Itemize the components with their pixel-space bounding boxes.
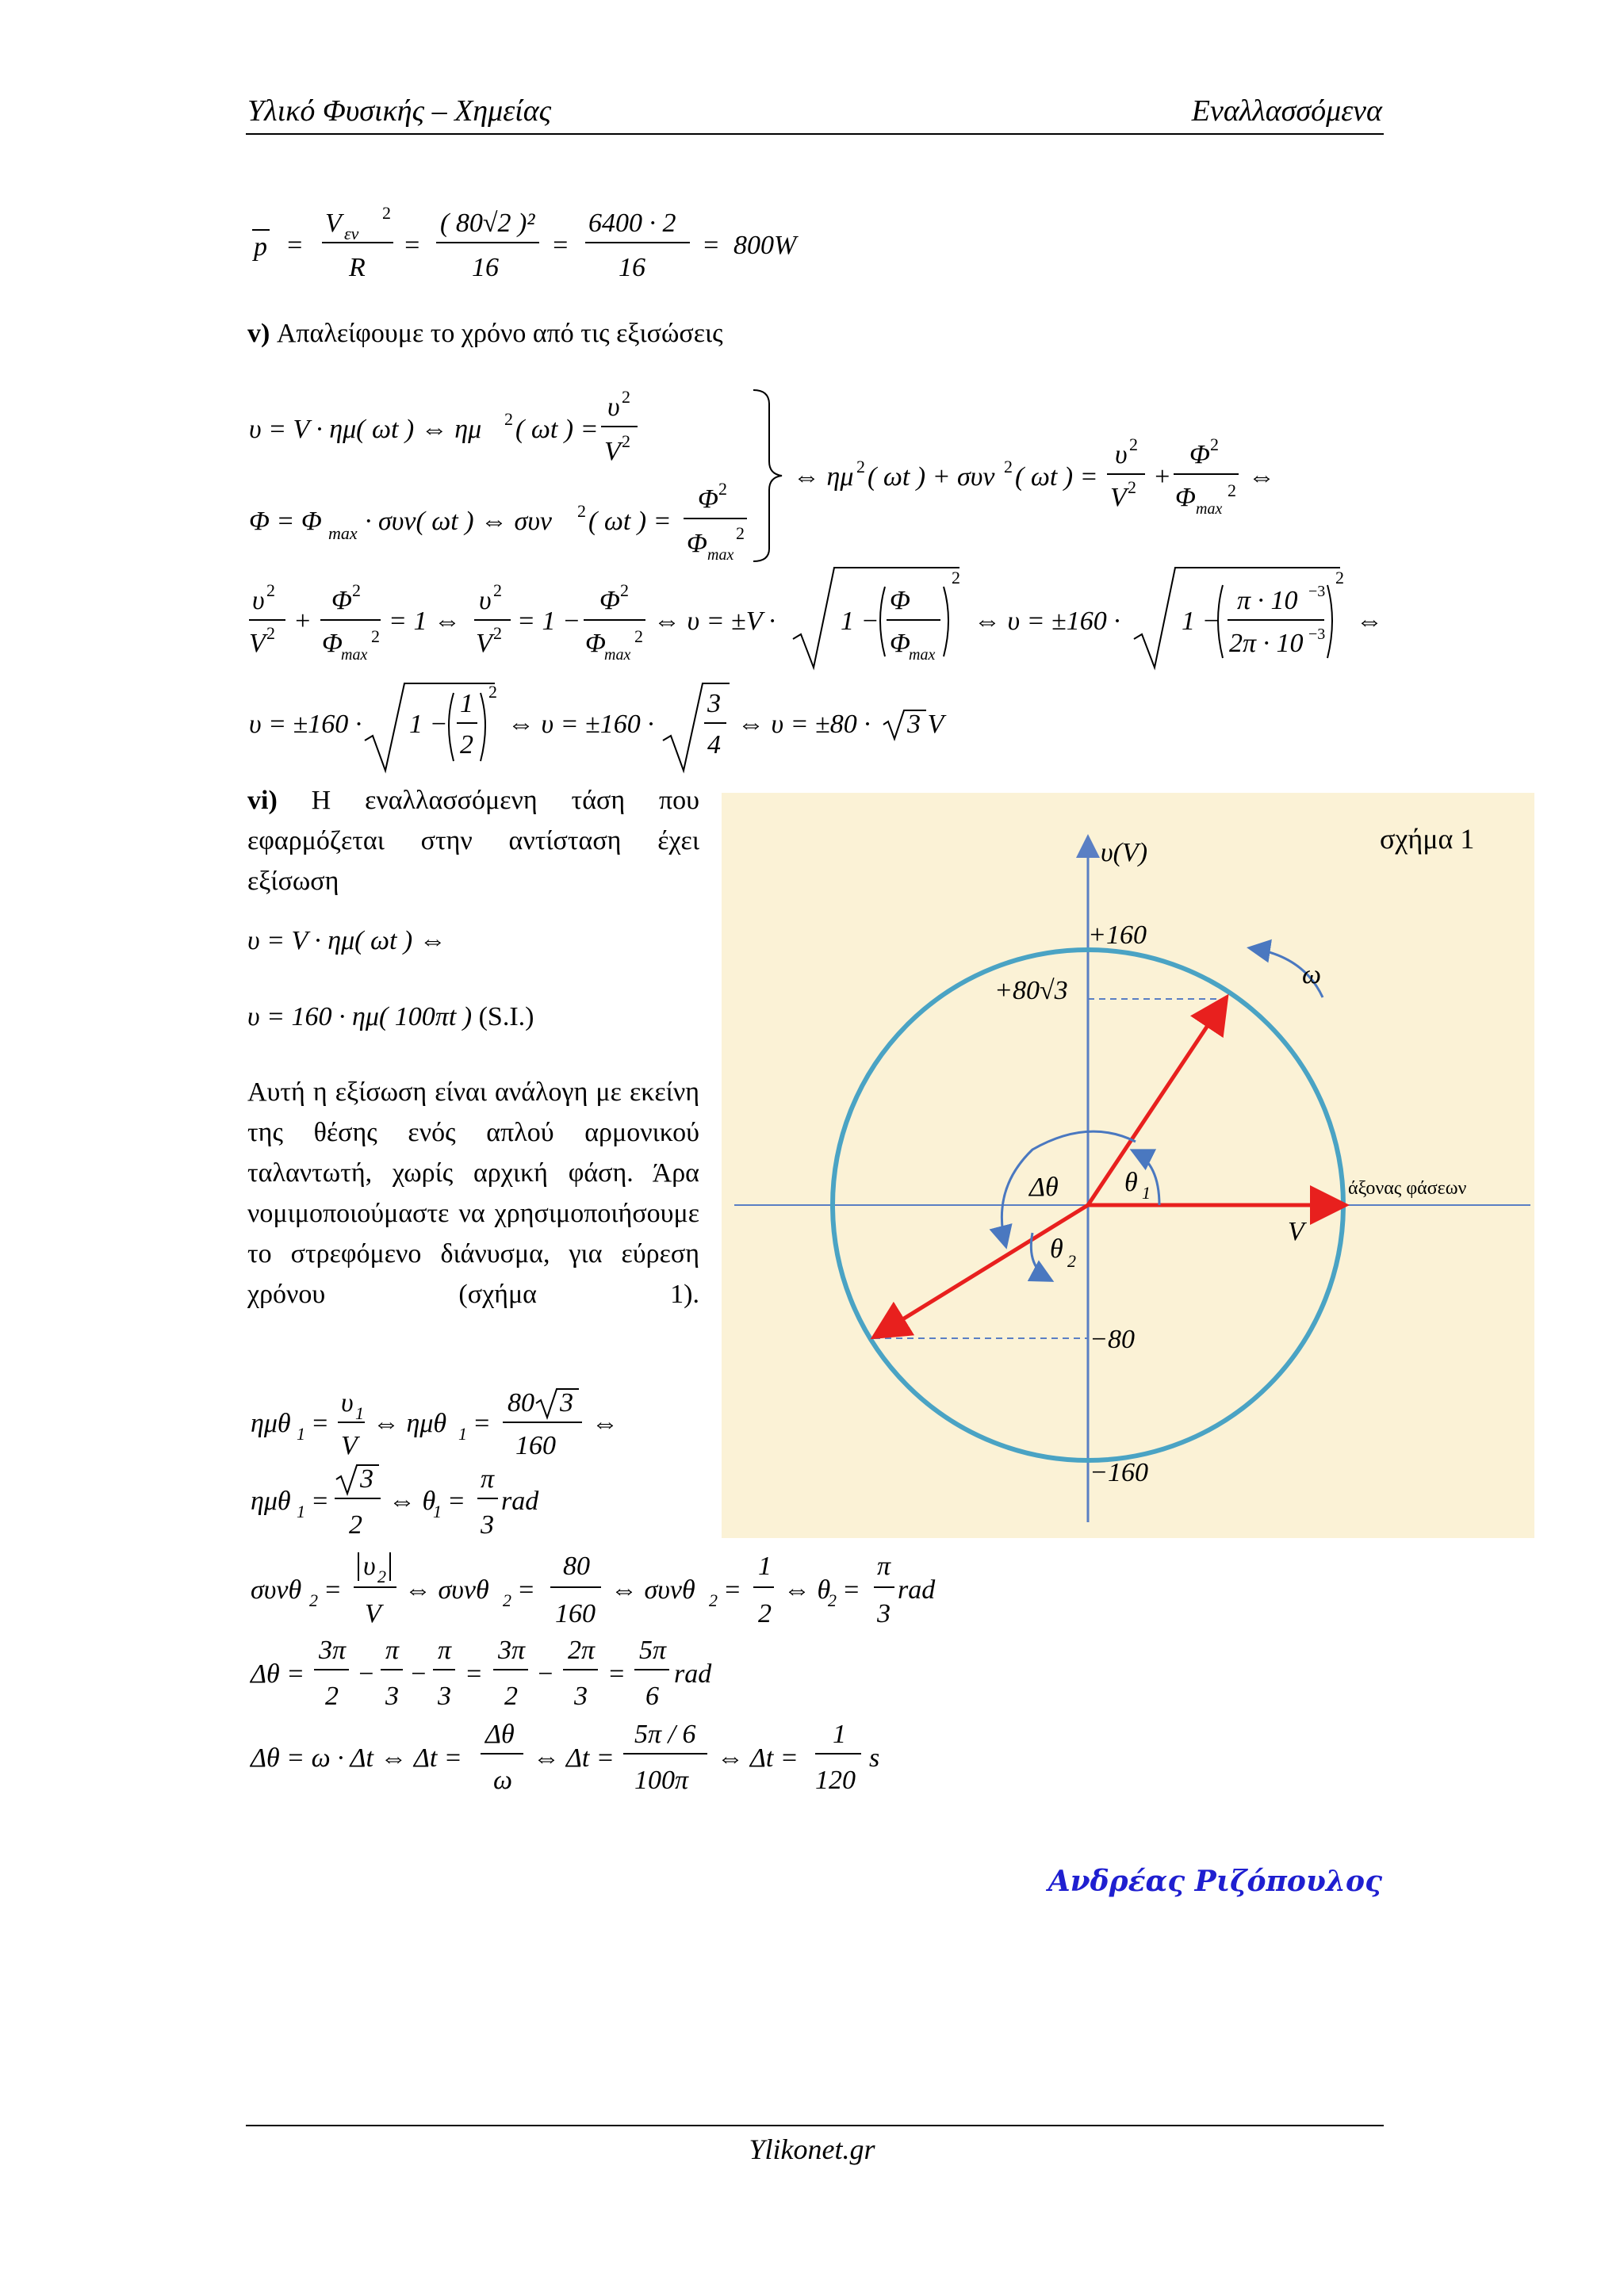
svg-text:80: 80 (508, 1388, 534, 1418)
svg-text:Φ: Φ (890, 629, 910, 658)
part-vi-intro-text: Η εναλλασσόμενη τάση που εφαρμόζεται στην αντίσταση έχει εξίσωση (247, 786, 699, 896)
svg-text:2: 2 (709, 1590, 718, 1610)
svg-text:max: max (1196, 500, 1223, 518)
svg-text:( ωt ) + συν: ( ωt ) + συν (868, 462, 995, 492)
svg-text:( ωt ) =: ( ωt ) = (588, 507, 672, 536)
svg-text:2: 2 (382, 203, 391, 223)
svg-text:υ: υ (341, 1388, 354, 1418)
part-v-text: Απαλείφουμε το χρόνο από τις εξισώσεις (270, 319, 723, 348)
svg-text:Φ: Φ (331, 586, 352, 615)
svg-text:2: 2 (1129, 434, 1138, 454)
svg-text:2: 2 (856, 457, 865, 476)
svg-text:160: 160 (515, 1431, 556, 1460)
svg-text:2: 2 (1128, 477, 1136, 497)
svg-text:π: π (877, 1552, 891, 1581)
voltage-equation-specific (247, 997, 534, 1037)
svg-text:2: 2 (503, 1590, 511, 1610)
svg-text:+: + (1153, 462, 1171, 492)
svg-text:=: = (842, 1575, 860, 1605)
svg-text:V: V (1110, 483, 1127, 512)
svg-text:Φ: Φ (585, 629, 606, 658)
svg-text:π · 10: π · 10 (1237, 586, 1298, 615)
svg-text:=: = (311, 1409, 329, 1438)
svg-text:υ: υ (479, 586, 492, 615)
svg-text:2: 2 (718, 479, 727, 499)
svg-text:1: 1 (433, 1502, 442, 1521)
part-vi-label: vi) (247, 786, 278, 815)
svg-text:2: 2 (620, 580, 629, 600)
svg-text:⇔: ⇔ (1356, 607, 1383, 636)
svg-text:−3: −3 (1308, 626, 1326, 643)
svg-text:−: − (536, 1659, 554, 1689)
svg-text:=: = (551, 231, 569, 260)
y-axis-label: υ(V) (1101, 838, 1148, 867)
svg-text:⇔ συνθ: ⇔ συνθ (404, 1575, 489, 1605)
theta2-label: θ (1050, 1234, 1063, 1264)
svg-text:1: 1 (460, 689, 473, 718)
svg-text:3: 3 (560, 1388, 573, 1418)
svg-text:2: 2 (1335, 568, 1344, 587)
svg-text:2: 2 (952, 568, 960, 587)
svg-text:160: 160 (555, 1599, 596, 1628)
svg-text:( ωt ) =: ( ωt ) = (1015, 462, 1098, 492)
svg-text:⇔ Δt =: ⇔ Δt = (533, 1743, 615, 1773)
svg-text:2: 2 (828, 1590, 837, 1610)
part-v-label: v) (247, 319, 270, 348)
svg-text:1: 1 (355, 1403, 364, 1423)
svg-text:Φ: Φ (687, 529, 707, 558)
svg-text:ημθ: ημθ (251, 1409, 291, 1438)
svg-text:−: − (409, 1659, 427, 1689)
velocity-solution-line1 (246, 563, 1388, 674)
header-topic: Εναλλασσόμενα (1191, 94, 1382, 128)
svg-text:υ = V · ημ( ωt ) ⇔ ημ: υ = V · ημ( ωt ) ⇔ ημ (249, 415, 482, 444)
svg-text:−3: −3 (1308, 583, 1326, 600)
svg-text:3: 3 (438, 1682, 451, 1711)
V-label: V (1288, 1217, 1304, 1246)
svg-text:υ: υ (363, 1552, 376, 1581)
svg-text:2: 2 (325, 1682, 339, 1711)
svg-text:Φ: Φ (599, 586, 620, 615)
svg-text:2: 2 (352, 580, 361, 600)
svg-text:=: = (702, 231, 720, 260)
svg-text:5π: 5π (639, 1636, 667, 1665)
svg-text:2: 2 (622, 431, 630, 451)
svg-text:6: 6 (645, 1682, 659, 1711)
svg-text:V: V (365, 1599, 381, 1628)
velocity-solution-line2 (246, 675, 1388, 779)
veff-symbol: V (325, 209, 342, 238)
svg-text:2: 2 (634, 626, 643, 646)
svg-text:120: 120 (815, 1766, 856, 1795)
svg-text:V: V (476, 629, 492, 658)
svg-text:3π: 3π (498, 1636, 526, 1665)
author-signature: Ανδρέας Ριζόπουλος (1048, 1865, 1382, 1898)
svg-text:π: π (385, 1636, 400, 1665)
svg-text:υ: υ (252, 586, 265, 615)
svg-text:συνθ: συνθ (251, 1575, 302, 1605)
svg-text:2: 2 (758, 1599, 772, 1628)
svg-text:max: max (341, 646, 368, 664)
svg-text:2: 2 (488, 682, 497, 702)
svg-text:2: 2 (493, 623, 502, 643)
svg-text:⇔: ⇔ (592, 1409, 619, 1438)
svg-text:= 1 ⇔: = 1 ⇔ (389, 607, 461, 636)
svg-text:4: 4 (707, 730, 721, 760)
svg-text:3: 3 (360, 1464, 373, 1494)
tick-plus160: +160 (1088, 920, 1147, 950)
svg-text:max: max (604, 646, 631, 664)
power-lhs: p (254, 232, 267, 262)
svg-text:2: 2 (504, 409, 513, 429)
svg-text:=: = (285, 231, 304, 260)
svg-text:⇔ Δt =: ⇔ Δt = (717, 1743, 799, 1773)
part-vi-intro (247, 780, 699, 901)
svg-text:3: 3 (385, 1682, 399, 1711)
svg-text:1: 1 (297, 1424, 305, 1444)
tick-plus80root3: +80√3 (994, 976, 1068, 1005)
svg-text:V: V (604, 437, 621, 466)
svg-text:rad: rad (501, 1487, 539, 1516)
tick-minus80: −80 (1090, 1325, 1135, 1354)
voltage-equation-specific-expr: υ = 160 · ημ( 100πt ) (247, 1002, 473, 1031)
svg-text:+: + (293, 607, 312, 636)
svg-text:2π: 2π (568, 1636, 596, 1665)
svg-text:2: 2 (736, 523, 745, 543)
si-units: (S.I.) (478, 1002, 534, 1031)
svg-text:Φ = Φ: Φ = Φ (249, 507, 322, 536)
svg-text:2: 2 (493, 580, 502, 600)
svg-text:⇔ υ = ±V ·: ⇔ υ = ±V · (653, 607, 776, 636)
svg-text:Δθ: Δθ (485, 1720, 515, 1749)
svg-text:rad: rad (898, 1575, 936, 1605)
svg-text:1: 1 (758, 1552, 772, 1581)
svg-text:2: 2 (577, 501, 586, 521)
svg-text:=: = (403, 231, 421, 260)
svg-text:⇔ ημθ: ⇔ ημθ (373, 1409, 447, 1438)
svg-text:2: 2 (622, 387, 630, 407)
part-v-heading (247, 314, 723, 354)
svg-text:3 V: 3 V (907, 710, 944, 739)
power-num3: 6400 · 2 (588, 209, 676, 238)
svg-text:⇔ θ: ⇔ θ (389, 1487, 436, 1516)
svg-text:2: 2 (504, 1682, 518, 1711)
svg-text:2: 2 (1210, 434, 1219, 454)
svg-text:V: V (249, 629, 266, 658)
svg-text:Δθ = ω · Δt ⇔ Δt =: Δθ = ω · Δt ⇔ Δt = (251, 1743, 462, 1773)
svg-text:1: 1 (458, 1424, 467, 1444)
svg-text:1 −: 1 − (841, 607, 879, 636)
svg-text:⇔ ημ: ⇔ ημ (793, 462, 854, 492)
resistance-symbol: R (349, 253, 366, 282)
svg-text:2: 2 (309, 1590, 318, 1610)
svg-text:max: max (707, 546, 734, 564)
svg-text:ημθ: ημθ (251, 1487, 291, 1516)
svg-text:max: max (328, 523, 358, 543)
svg-text:2: 2 (460, 730, 473, 760)
voltage-equation-general: υ = V · ημ( ωt ) ⇔ (247, 926, 446, 955)
svg-text:υ: υ (607, 392, 620, 422)
svg-text:max: max (909, 646, 936, 664)
tick-minus160: −160 (1090, 1458, 1148, 1487)
svg-text:Φ: Φ (322, 629, 343, 658)
svg-text:⇔ συνθ: ⇔ συνθ (611, 1575, 695, 1605)
theta1-label: θ (1124, 1168, 1138, 1197)
svg-text:⇔ υ = ±80 ·: ⇔ υ = ±80 · (737, 710, 871, 739)
svg-text:⇔ θ: ⇔ θ (783, 1575, 831, 1605)
svg-text:Φ: Φ (890, 586, 910, 615)
svg-text:3: 3 (877, 1599, 891, 1628)
svg-text:2: 2 (266, 623, 275, 643)
svg-text:100π: 100π (634, 1766, 689, 1795)
svg-text:=: = (607, 1659, 626, 1689)
svg-text:ω: ω (493, 1766, 513, 1795)
svg-text:2: 2 (377, 1567, 386, 1586)
svg-text:=: = (723, 1575, 741, 1605)
svg-text:1: 1 (833, 1720, 846, 1749)
theta1-subscript: 1 (1142, 1183, 1151, 1203)
rotating-vector-paragraph: Αυτή η εξίσωση είναι ανάλογη με εκείνη της θέσης ενός απλού αρμονικού ταλαντωτή, χωρίς αρχική φάση. Άρα νομιμοποιούμαστε να χρησιμοποιήσουμε το στρεφόμενο διάνυσμα, για εύρεση χρόνου (σχήμα 1). (247, 1077, 699, 1309)
svg-text:Φ: Φ (1189, 440, 1210, 469)
svg-text:1 −: 1 − (1182, 607, 1220, 636)
svg-text:Φ: Φ (1175, 483, 1196, 512)
power-result: 800W (733, 231, 797, 260)
svg-text:⇔ υ = ±160 ·: ⇔ υ = ±160 · (974, 607, 1120, 636)
svg-text:Φ: Φ (698, 484, 718, 514)
svg-text:=: = (447, 1487, 465, 1516)
svg-text:2: 2 (371, 626, 380, 646)
svg-text:3: 3 (574, 1682, 588, 1711)
svg-text:⇔: ⇔ (1248, 462, 1275, 492)
svg-text:=: = (473, 1409, 491, 1438)
svg-text:1: 1 (297, 1502, 305, 1521)
svg-text:· συν( ωt ) ⇔ συν: · συν( ωt ) ⇔ συν (365, 507, 553, 536)
power-den2: 16 (472, 253, 499, 282)
svg-text:V: V (341, 1431, 358, 1460)
svg-text:5π / 6: 5π / 6 (634, 1720, 696, 1749)
svg-text:3π: 3π (319, 1636, 347, 1665)
delta-theta-label: Δθ (1029, 1173, 1059, 1202)
elimination-system (246, 381, 1388, 571)
figure-title: σχήμα 1 (1380, 823, 1475, 855)
svg-text:=: = (324, 1575, 342, 1605)
header-subject: Υλικό Φυσικής – Χημείας (247, 94, 552, 128)
svg-text:2: 2 (1004, 457, 1013, 476)
svg-text:rad: rad (674, 1659, 712, 1689)
svg-text:=: = (311, 1487, 329, 1516)
svg-text:π: π (481, 1464, 495, 1494)
svg-text:2: 2 (266, 580, 275, 600)
footer-site: Ylikonet.gr (749, 2133, 875, 2165)
svg-text:2: 2 (349, 1510, 362, 1540)
svg-text:80: 80 (563, 1552, 590, 1581)
svg-text:s: s (869, 1743, 880, 1773)
svg-text:( ωt ) =: ( ωt ) = (515, 415, 599, 444)
power-den3: 16 (619, 253, 645, 282)
power-equation (246, 198, 1388, 293)
svg-text:υ: υ (1115, 440, 1128, 469)
x-axis-label: άξονας φάσεων (1348, 1178, 1467, 1199)
svg-text:2: 2 (1228, 480, 1236, 500)
theta2-subscript: 2 (1067, 1251, 1076, 1271)
omega-label: ω (1302, 960, 1322, 989)
angle-equations (246, 1380, 1388, 1823)
svg-text:= 1 −: = 1 − (517, 607, 580, 636)
svg-text:π: π (438, 1636, 452, 1665)
veff-subscript: εν (344, 224, 359, 243)
svg-text:⇔ υ = ±160 ·: ⇔ υ = ±160 · (508, 710, 654, 739)
svg-text:1 −: 1 − (409, 710, 448, 739)
svg-text:2π · 10: 2π · 10 (1229, 629, 1304, 658)
header-rule (246, 133, 1384, 135)
svg-text:3: 3 (481, 1510, 494, 1540)
svg-text:3: 3 (707, 689, 721, 718)
power-num2: ( 80√2 )² (440, 209, 535, 238)
svg-text:=: = (465, 1659, 483, 1689)
footer-rule (246, 2125, 1384, 2126)
svg-text:υ = ±160 ·: υ = ±160 · (249, 710, 362, 739)
svg-text:Δθ =: Δθ = (251, 1659, 305, 1689)
svg-text:=: = (517, 1575, 535, 1605)
svg-text:−: − (357, 1659, 375, 1689)
